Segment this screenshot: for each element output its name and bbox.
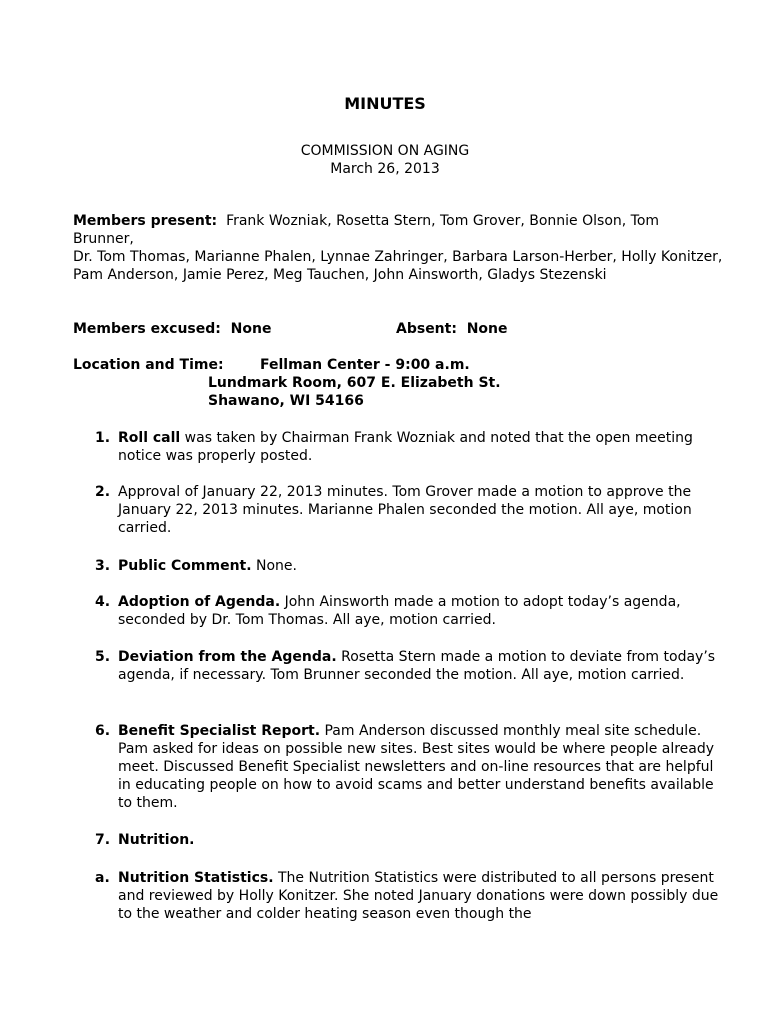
item-body (118, 722, 720, 812)
members-present-section (73, 212, 723, 284)
item-heading: Benefit Specialist Report. (118, 723, 321, 739)
item-number: a. (95, 870, 110, 886)
agenda-item-approval-minutes (95, 483, 720, 537)
item-heading: Roll call (118, 430, 181, 446)
item-body (118, 429, 720, 465)
members-present-label: Members present: (73, 213, 218, 229)
location-label: Location and Time: (73, 357, 224, 373)
item-text: Pam Anderson discussed monthly meal site schedule. Pam asked for ideas on possible new sites. Best sites would be where people already meet. Discussed Benefit Specialist newsletters and on-line resources that are helpful in educating people on how to avoid scams and better understand benefits available to them. (118, 723, 715, 811)
absent-label: Absent: (396, 321, 457, 337)
item-text: The Nutrition Statistics were distributed to all persons present and reviewed by Holly Konitzer. She noted January donations were down possibly due to the weather and colder heating season even though the (118, 870, 719, 922)
agenda-item-benefit-specialist (95, 722, 720, 812)
item-body (118, 483, 720, 537)
location-line2: Lundmark Room, 607 E. Elizabeth St. (208, 375, 501, 391)
members-excused-label: Members excused: (73, 321, 221, 337)
absent-value: None (466, 321, 508, 337)
item-text: Approval of January 22, 2013 minutes. Tom Grover made a motion to approve the January 22, 2013 minutes. Marianne Phalen seconded the motion. All aye, motion carried. (118, 484, 692, 536)
members-present-line2: Dr. Tom Thomas, Marianne Phalen, Lynnae Zahringer, Barbara Larson-Herber, Holly Konitzer, Pam Anderson, Jamie Perez, Meg Tauchen, John Ainsworth, Gladys Stezenski (73, 249, 723, 283)
item-text: was taken by Chairman Frank Wozniak and noted that the open meeting notice was properly posted. (118, 430, 693, 464)
location-line3: Shawano, WI 54166 (208, 393, 364, 409)
agenda-item-nutrition-statistics (95, 869, 720, 923)
agenda-item-deviation-agenda (95, 648, 720, 684)
item-heading: Deviation from the Agenda. (118, 649, 337, 665)
item-body (118, 593, 720, 629)
members-excused-value: None (230, 321, 272, 337)
item-number: 5. (95, 649, 111, 665)
item-heading: Adoption of Agenda. (118, 594, 281, 610)
document-title: MINUTES (344, 94, 426, 113)
item-body (118, 869, 720, 923)
item-heading: Nutrition Statistics. (118, 870, 274, 886)
item-heading: Public Comment. (118, 558, 252, 574)
item-body (118, 831, 720, 849)
item-body (118, 557, 720, 575)
item-number: 7. (95, 832, 111, 848)
agenda-item-roll-call (95, 429, 720, 465)
item-text: Rosetta Stern made a motion to deviate from today’s agenda, if necessary. Tom Brunner seconded the motion. All aye, motion carried. (118, 649, 716, 683)
members-present-names-1: Frank Wozniak, Rosetta Stern, Tom Grover, Bonnie Olson, Tom Brunner, (73, 213, 660, 247)
agenda-item-public-comment (95, 557, 720, 575)
item-text: None. (251, 558, 297, 574)
item-heading: Nutrition. (118, 832, 195, 848)
location-line1: Fellman Center - 9:00 a.m. (260, 357, 470, 373)
organization-name: COMMISSION ON AGING (300, 143, 470, 159)
item-number: 2. (95, 484, 111, 500)
item-number: 6. (95, 723, 111, 739)
item-number: 3. (95, 558, 111, 574)
absent-line (396, 320, 508, 338)
item-number: 4. (95, 594, 111, 610)
item-number: 1. (95, 430, 111, 446)
agenda-item-adoption-agenda (95, 593, 720, 629)
item-text: John Ainsworth made a motion to adopt today’s agenda, seconded by Dr. Tom Thomas. All aye, motion carried. (118, 594, 681, 628)
meeting-date: March 26, 2013 (330, 161, 440, 177)
item-body (118, 648, 720, 684)
members-present-line1 (73, 212, 723, 248)
agenda-item-nutrition (95, 831, 720, 849)
